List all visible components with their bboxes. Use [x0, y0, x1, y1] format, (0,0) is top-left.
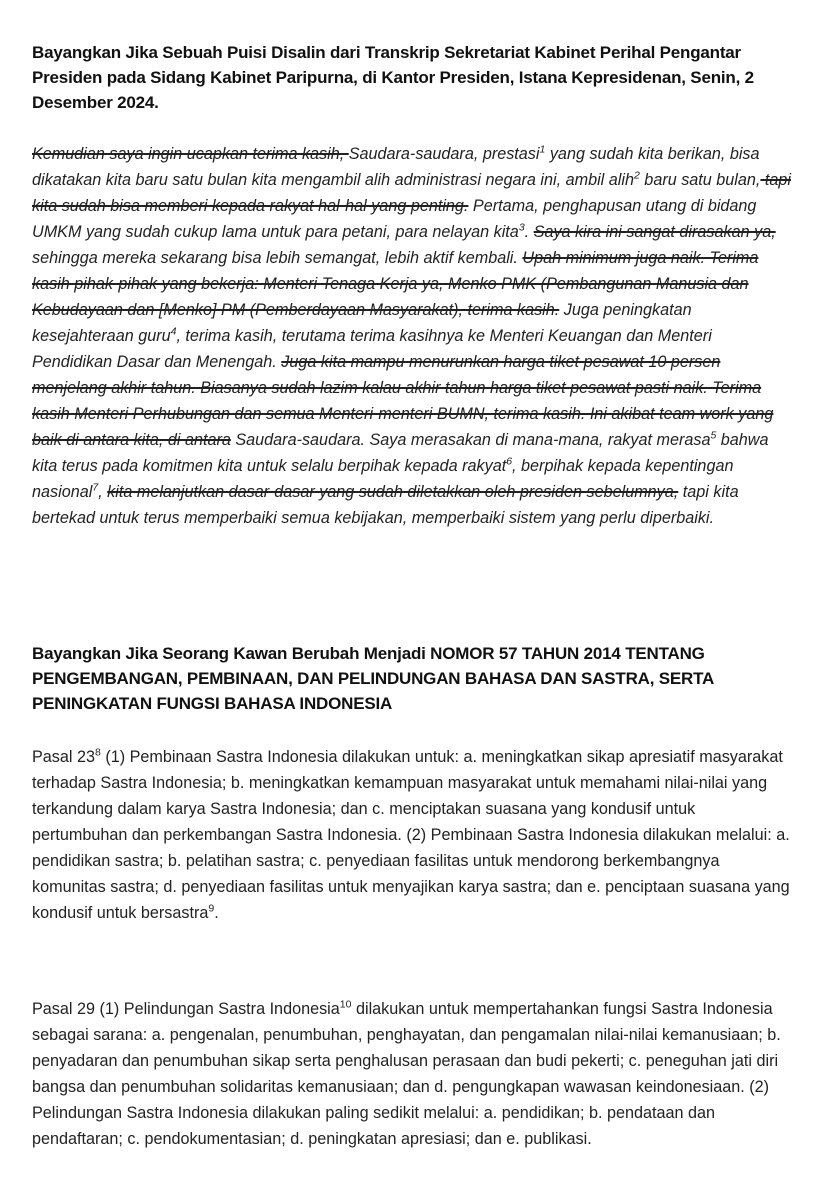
poem-text: yang sudah kita berikan, bisa dikatakan kita baru satu bulan kita mengambil alih administrasi negara ini, ambil alih — [32, 145, 760, 189]
struck-text: Kemudian saya ingin ucapkan terima kasih, — [32, 145, 349, 163]
pasal-23-end: . — [214, 904, 219, 922]
footnote-marker: 8 — [95, 746, 101, 759]
pasal-23-body: (1) Pembinaan Sastra Indonesia dilakukan untuk: a. meningkatkan sikap apresiatif masyarakat terhadap Sastra Indonesia; b. meningkatkan kemampuan masyarakat untuk memahami nilai-nilai yang terkandung dalam karya Sastra Indonesia; dan c. menciptakan suasana yang kondusif untuk pertumbuhan dan perkembangan Sastra Indonesia. (2) Pembinaan Sastra Indonesia dilakukan melalui: a. pendidikan sastra; b. pelatihan sastra; c. penyediaan fasilitas untuk mendorong berkembangnya komunitas sastra; d. penyediaan fasilitas untuk menyajikan karya sastra; dan e. penciptaan suasana yang kondusif untuk bersastra — [32, 748, 790, 922]
pasal-29-lead: Pasal 29 (1) Pelindungan Sastra Indonesia — [32, 1000, 340, 1018]
poem-title: Bayangkan Jika Sebuah Puisi Disalin dari Transkrip Sekretariat Kabinet Perihal Pengantar Presiden pada Sidang Kabinet Paripurna, di Kantor Presiden, Istana Kepresidenan, Senin, 2 Desember 2024. — [32, 43, 754, 112]
footnote-marker: 2 — [633, 169, 640, 182]
pasal-23-paragraph — [32, 744, 792, 926]
pasal-23-lead: Pasal 23 — [32, 748, 95, 766]
poem-text: , — [98, 483, 108, 501]
footnote-marker: 10 — [339, 998, 352, 1011]
poem-text: baru satu bulan, — [639, 171, 761, 189]
footnote-marker: 4 — [170, 325, 177, 338]
struck-text: Saya kira ini sangat dirasakan ya, — [533, 223, 776, 241]
struck-text: tapi kita sudah bisa memberi kepada rakyat hal-hal yang penting. — [32, 171, 792, 215]
struck-text: Upah minimum juga naik. Terima kasih pihak-pihak yang bekerja: Menteri Tenaga Kerja ya, Menko PMK (Pembangunan Manusia dan Kebudayaan dan [Menko] PM (Pemberdayaan Masyarakat), terima kasih. — [32, 249, 759, 319]
footnote-marker: 5 — [710, 429, 717, 442]
poem-text: tapi kita bertekad untuk terus memperbaiki semua kebijakan, memperbaiki sistem yang perlu diperbaiki. — [32, 483, 739, 527]
poem-text: Pertama, penghapusan utang di bidang UMKM yang sudah cukup lama untuk para petani, para nelayan kita — [32, 197, 757, 241]
struck-text: Juga kita mampu menurunkan harga tiket pesawat 10 persen menjelang akhir tahun. Biasanya sudah lazim kalau akhir tahun harga tiket pesawat pasti naik. Terima kasih Menteri Perhubungan dan semua Menteri-menteri BUMN, terima kasih. Ini akibat team work yang baik di antara kita, di antara — [32, 353, 774, 449]
poem-text: Saudara-saudara. Saya merasakan di mana-mana, rakyat merasa — [230, 431, 711, 449]
pasal-29-body: dilakukan untuk mempertahankan fungsi Sastra Indonesia sebagai sarana: a. pengenalan, penumbuhan, penghayatan, dan pengamalan nilai-nilai kemanusiaan; b. penyadaran dan penumbuhan sikap serta penghalusan perasaan dan budi pekerti; c. peneguhan jati diri bangsa dan penumbuhan solidaritas kemanusiaan; dan d. pengungkapan wawasan keindonesiaan. (2) Pelindungan Sastra Indonesia dilakukan paling sedikit melalui: a. pendidikan; b. pendataan dan pendaftaran; c. pendokumentasian; d. peningkatan apresiasi; dan e. publikasi. — [32, 1000, 781, 1148]
pasal-29-paragraph — [32, 996, 792, 1152]
poem-text: . — [524, 223, 534, 241]
struck-text: kita melanjutkan dasar-dasar yang sudah diletakkan oleh presiden sebelumnya, — [107, 483, 679, 501]
law-title: Bayangkan Jika Seorang Kawan Berubah Menjadi NOMOR 57 TAHUN 2014 TENTANG PENGEMBANGAN, PEMBINAAN, DAN PELINDUNGAN BAHASA DAN SASTRA, SERTA PENINGKATAN FUNGSI BAHASA INDONESIA — [32, 644, 714, 713]
poem-text: sehingga mereka sekarang bisa lebih semangat, lebih aktif kembali. — [32, 249, 523, 267]
poem-text: , terima kasih, terutama terima kasihnya ke Menteri Keuangan dan Menteri Pendidikan Dasar dan Menengah. — [32, 327, 712, 371]
footnote-marker: 6 — [506, 455, 513, 468]
poem-text: Juga peningkatan kesejahteraan guru — [32, 301, 692, 345]
poem-text: bahwa kita terus pada komitmen kita untuk selalu berpihak kepada rakyat — [32, 431, 769, 475]
poem-paragraph — [32, 141, 792, 531]
footnote-marker: 1 — [539, 143, 546, 156]
poem-text: Saudara-saudara, prestasi — [348, 145, 540, 163]
footnote-marker: 7 — [92, 481, 99, 494]
footnote-marker: 9 — [208, 902, 215, 915]
footnote-marker: 3 — [518, 221, 525, 234]
poem-text: , berpihak kepada kepentingan nasional — [32, 457, 734, 501]
